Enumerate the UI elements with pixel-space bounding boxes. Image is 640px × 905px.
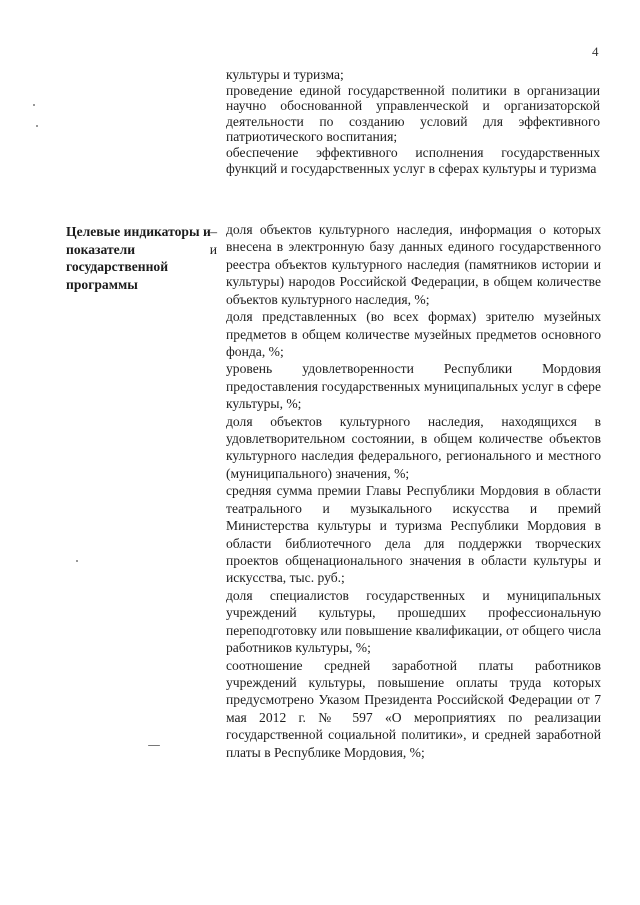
indicator-item: уровень удовлетворенности Республики Мордовия предоставления государственных муниципальных услуг в сфере культуры, %; xyxy=(226,361,601,412)
indicator-item: доля объектов культурного наследия, находящихся в удовлетворительном состоянии, в общем количестве объектов культурного наследия федерального, регионального и местного (муниципального) значения, %; xyxy=(226,413,601,481)
scan-speck xyxy=(36,125,38,127)
goal-item: обеспечение эффективного исполнения государственных функций и государственных услуг в сферах культуры и туризма xyxy=(226,144,600,176)
program-goals-continuation xyxy=(226,67,600,176)
indicator-item: доля объектов культурного наследия, информация о которых внесена в электронную базу данных единого государственного реестра объектов культурного наследия (памятников истории и культуры) народов Российской Федерации, в общем количестве объектов культурного наследия, %; xyxy=(226,222,601,307)
indicator-item: доля специалистов государственных и муниципальных учреждений культуры, прошедших профессиональную переподготовку или повышение квалификации, от общего числа работников культуры, %; xyxy=(226,587,601,656)
scan-speck xyxy=(33,104,35,106)
section-heading: Целевые индикаторы и показатели государственной программы xyxy=(66,224,211,292)
indicator-item: средняя сумма премии Главы Республики Мордовия в области театрального и музыкального искусства и премий Министерства культуры и туризма Республики Мордовия в области библиотечного дела для поддержки творческих проектов общенационального значения в области культуры и искусства, тыс. руб.; xyxy=(226,483,601,586)
dash: – xyxy=(210,224,217,239)
goal-item: проведение единой государственной политики в организации научно обоснованной управленческой и организаторской деятельности по созданию условий для эффективного патриотического воспитания; xyxy=(226,82,600,145)
scan-speck xyxy=(76,560,78,562)
indicator-list xyxy=(226,221,601,761)
goal-item: культуры и туризма; xyxy=(226,67,344,82)
section-connector xyxy=(203,223,217,258)
indicator-item: соотношение средней заработной платы работников учреждений культуры, повышение оплаты труда которых предусмотрено Указом Президента Российской Федерации от 7 мая 2012 г. № 597 «О мероприятиях по реализации государственной социальной политики», и средней заработной платы в Республике Мордовия, %; xyxy=(226,657,601,760)
indicator-item: доля представленных (во всех формах) зрителю музейных предметов в общем количестве музейных предметов основного фонда, %; xyxy=(226,309,601,359)
page-number: 4 xyxy=(592,44,599,59)
conjunction: и xyxy=(209,241,217,257)
scan-speck xyxy=(148,745,160,746)
